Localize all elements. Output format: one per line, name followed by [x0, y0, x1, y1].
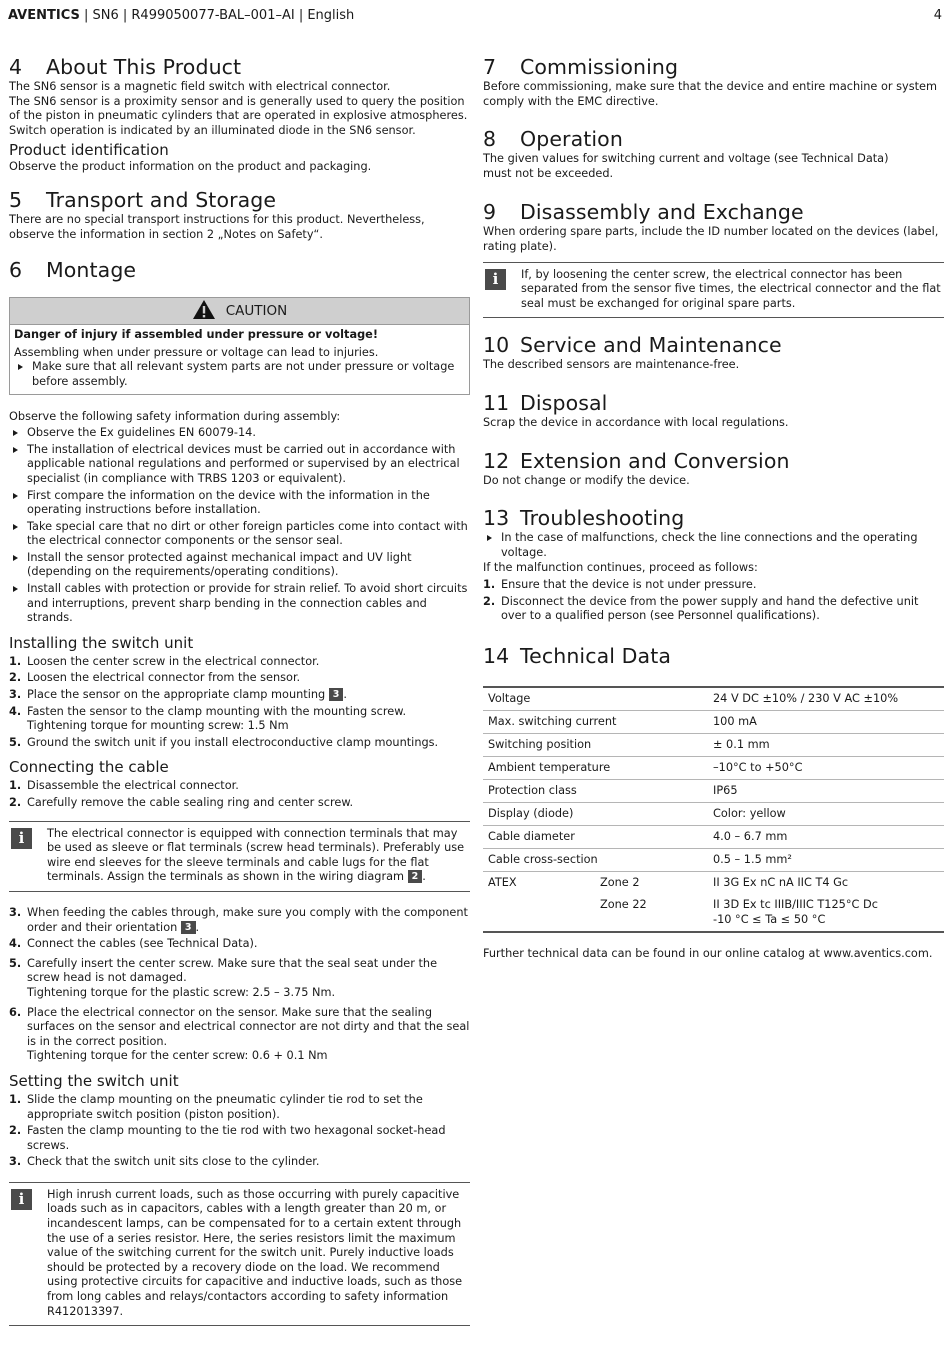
caution-header [10, 298, 469, 325]
safety-bullet: Observe the Ex guidelines EN 60079-14. [9, 426, 470, 441]
technical-data-footer: Further technical data can be found in our online catalog at www.aventics.com. [483, 946, 933, 960]
figure-reference: 3 [181, 921, 196, 934]
s4-paragraph: The SN6 sensor is a proximity sensor and is generally used to query the position of the piston in pneumatic cylinders that are operated in explosive atmospheres. [9, 94, 468, 123]
info-note [483, 262, 944, 319]
info-icon: i [11, 1189, 32, 1210]
table-row: Zone 22 II 3D Ex tc IIIB/IIIC T125°C Dc -10 °C ≤ Ta ≤ 50 °C [600, 897, 878, 926]
list-item: 4. Connect the cables (see Technical Data). [9, 937, 258, 951]
s13-bullet: In the case of malfunctions, check the line connections and the operating voltage. [483, 531, 944, 560]
table-row: Protection class IP65 [483, 779, 944, 802]
page-number: 4 [933, 8, 942, 23]
table-row: Display (diode) Color: yellow [483, 802, 944, 825]
table-row: Switching position ± 0.1 mm [483, 733, 944, 756]
safety-intro: Observe the following safety information during assembly: [9, 409, 341, 423]
list-item: 2. Disconnect the device from the power supply and hand the defective unit over to a qualified person (see Personnel qualifications). [483, 594, 919, 623]
figure-reference: 3 [329, 688, 344, 701]
list-item: 4. Fasten the sensor to the clamp mounting with the mounting screw. Tightening torque for mounting screw: 1.5 Nm [9, 704, 407, 733]
note-text: High inrush current loads, such as those occurring with purely capacitive loads such as in capacitors, cables with a length greater than 20 m, or incandescent lamps, can be compensated for to a certain extent through the use of a series resistor. Here, the series resistors limit the maximum value of the switching current for the switch unit. Purely inductive loads should be protected by a recovery diode on the load. We recommend using protective circuits for capacitive and inductive loads, such as those from long cables and relays/contactors according to safety information R412013397. [47, 1187, 463, 1318]
product-identification-heading: Product identification [9, 141, 169, 160]
connecting-heading: Connecting the cable [9, 758, 169, 777]
warning-icon [192, 299, 216, 320]
section-4-heading: 4 About This Product [9, 55, 242, 79]
section-11-heading: 11 Disposal [483, 390, 608, 415]
list-item: 3. Check that the switch unit sits close to the cylinder. [9, 1155, 320, 1169]
s8-text: The given values for switching current and voltage (see Technical Data) [483, 152, 889, 166]
left-column [9, 54, 470, 1326]
table-row: Ambient temperature –10°C to +50°C [483, 756, 944, 779]
setting-heading: Setting the switch unit [9, 1071, 179, 1090]
section-13-heading: 13 Troubleshooting [483, 506, 685, 531]
safety-bullet: Install cables with protection or provide for strain relief. To avoid short circuits and interruptions, prevent sharp bending in the connection cables and strands. [9, 582, 470, 626]
section-12-heading: 12 Extension and Conversion [483, 448, 790, 473]
s5-text: There are no special transport instructions for this product. Nevertheless, observe the information in section 2 „Notes on Safety“. [9, 212, 425, 241]
figure-reference: 2 [408, 870, 423, 883]
section-10-heading: 10 Service and Maintenance [483, 333, 782, 358]
caution-box [9, 297, 470, 394]
section-8-heading: 8 Operation [483, 127, 623, 152]
section-14-heading: 14 Technical Data [483, 643, 671, 668]
list-item: 2. Carefully remove the cable sealing ring and center screw. [9, 796, 354, 809]
right-column [483, 54, 944, 961]
installing-heading: Installing the switch unit [9, 633, 194, 652]
caution-label: CAUTION [225, 303, 288, 320]
list-item: 2. Loosen the electrical connector from the sensor. [9, 671, 301, 685]
info-icon: i [485, 269, 506, 290]
info-icon: i [11, 828, 32, 849]
page-header [8, 8, 942, 24]
safety-bullet: First compare the information on the device with the information in the operating instructions before installation. [9, 489, 470, 518]
section-5-heading: 5 Transport and Storage [9, 187, 277, 212]
list-item: 3. When feeding the cables through, make sure you comply with the component order and their orientation 3 . [9, 905, 468, 934]
list-item: 2. Fasten the clamp mounting to the tie rod with two hexagonal socket-head screws. [9, 1124, 446, 1152]
brand-name: AVENTICS [8, 8, 80, 23]
s9-text: When ordering spare parts, include the ID number located on the devices (label, rating plate). [483, 225, 939, 253]
s4-paragraph: The SN6 sensor is a magnetic field switch with electrical connector. [9, 80, 391, 93]
caution-headline: Danger of injury if assembled under pressure or voltage! [14, 328, 378, 342]
table-row: Voltage 24 V DC ±10% / 230 V AC ±10% [483, 687, 944, 711]
s7-text: Before commissioning, make sure that the device and entire machine or system comply with the EMC directive. [483, 80, 937, 108]
note-text: The electrical connector is equipped with connection terminals that may be used as sleeve or flat terminals (screw head terminals). Preferably use wire end sleeves for the sleeve terminals and cable lugs for the flat terminals. Assign the terminals as shown in the wiring diagram [47, 826, 465, 884]
list-item: 1. Disassemble the electrical connector. [9, 779, 239, 793]
caution-text: Assembling when under pressure or voltage can lead to injuries. [14, 345, 379, 359]
safety-bullet: Take special care that no dirt or other foreign particles come into contact with the electrical connector components or the sensor seal. [9, 520, 470, 549]
technical-data-table [483, 686, 944, 933]
s11-text: Scrap the device in accordance with local regulations. [483, 415, 789, 429]
s12-text: Do not change or modify the device. [483, 473, 690, 487]
table-row: ATEX Zone 2 II 3G Ex nC nA IIC T4 Gc [488, 875, 849, 889]
list-item: 5. Ground the switch unit if you install electroconductive clamp mountings. [9, 735, 439, 749]
list-item: 6. Place the electrical connector on the sensor. Make sure that the sealing surfaces on the sensor and electrical connector are not dirty and that the seal is in the correct position. Tightening torque for the center screw: 0.6 + 0.1 Nm [9, 1005, 470, 1063]
section-9-heading: 9 Disassembly and Exchange [483, 200, 804, 225]
list-item: 1. Ensure that the device is not under pressure. [483, 577, 757, 591]
list-item: 3. Place the sensor on the appropriate clamp mounting 3 . [9, 688, 347, 702]
document-id: | SN6 | R499050077-BAL–001–AI | English [79, 8, 355, 23]
table-row: Max. switching current 100 mA [483, 710, 944, 733]
list-item: 5. Carefully insert the center screw. Make sure that the seal seat under the screw head is not damaged. Tightening torque for the plastic screw: 2.5 – 3.75 Nm. [9, 956, 438, 999]
safety-bullet: The installation of electrical devices must be carried out in accordance with applicable national regulations and performed or supervised by an electrical specialist (in compliance with TRBS 1203 or equivalent). [9, 443, 470, 487]
s8-text: must not be exceeded. [483, 166, 614, 180]
s13-intro: If the malfunction continues, proceed as follows: [483, 561, 758, 575]
safety-bullet: Install the sensor protected against mechanical impact and UV light (depending on the requirements/operating conditions). [9, 551, 470, 580]
list-item: 1. Loosen the center screw in the electrical connector. [9, 654, 320, 668]
s4-paragraph: Switch operation is indicated by an illuminated diode in the SN6 sensor. [9, 123, 416, 137]
s10-text: The described sensors are maintenance-free. [483, 358, 740, 372]
note-text: If, by loosening the center screw, the electrical connector has been separated from the sensor five times, the electrical connector and the flat seal must be exchanged for original spare parts. [521, 267, 941, 310]
product-identification-text: Observe the product information on the product and packaging. [9, 160, 372, 174]
section-7-heading: 7 Commissioning [483, 55, 679, 79]
table-row: Cable diameter 4.0 – 6.7 mm [483, 825, 944, 848]
table-row: Cable cross-section 0.5 – 1.5 mm² [483, 848, 944, 871]
info-note [9, 1182, 470, 1326]
list-item: 1. Slide the clamp mounting on the pneumatic cylinder tie rod to set the appropriate switch position (piston position). [9, 1092, 423, 1121]
caution-bullet: Make sure that all relevant system parts are not under pressure or voltage before assembly. [14, 360, 465, 389]
info-note: i The electrical connector is equipped with connection terminals that may be used as sleeve or flat terminals (screw head terminals). Preferably use wire end sleeves for the sleeve terminals and cable lugs for the flat terminals. Assign the terminals as shown in the wiring diagram 2 . [9, 821, 470, 892]
section-6-heading: 6 Montage [9, 258, 137, 283]
caution-body [10, 325, 469, 393]
